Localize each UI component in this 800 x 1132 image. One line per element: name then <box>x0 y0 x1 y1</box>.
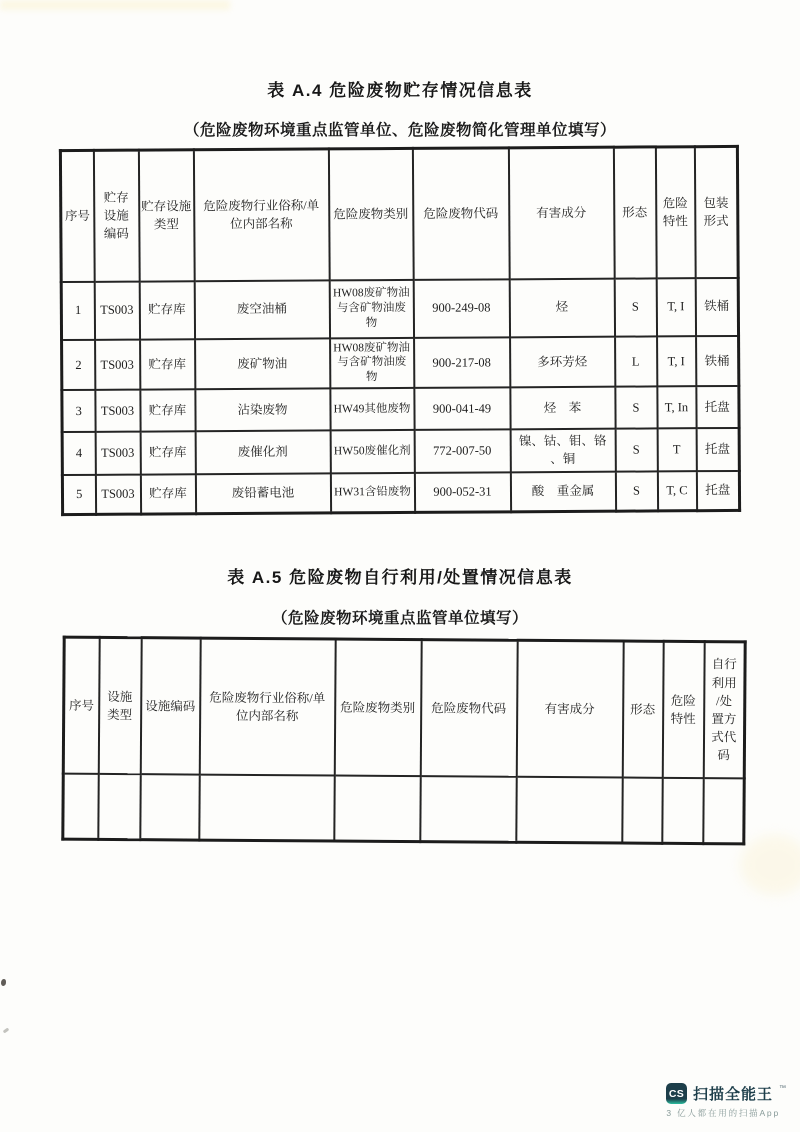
scan-ink-artifact <box>3 1028 10 1034</box>
a4-cell: 铁桶 <box>696 335 739 386</box>
camscanner-logo-text: CS <box>668 1087 685 1100</box>
a4-cell: T <box>657 429 696 471</box>
a4-cell: S <box>615 387 657 429</box>
table-a5-title: 表 A.5 危险废物自行利用/处置情况信息表 <box>227 568 573 587</box>
a4-cell: 贮存库 <box>140 474 195 514</box>
a5-header-facility-code: 设施编码 <box>140 638 200 774</box>
a4-table-row <box>61 277 738 339</box>
a5-header-hazard-property: 危险 特性 <box>662 641 704 777</box>
a4-cell: S <box>614 278 656 336</box>
a4-cell: 托盘 <box>696 386 739 428</box>
a4-table-row <box>62 386 739 432</box>
a4-cell: T, I <box>657 336 696 387</box>
a5-header-waste-code: 危险废物代码 <box>420 640 517 777</box>
a4-cell: S <box>615 429 657 472</box>
a4-cell: L <box>615 336 657 387</box>
a4-cell: 烃 <box>509 278 614 337</box>
a5-cell <box>63 773 98 839</box>
camscanner-watermark-row <box>666 1083 786 1104</box>
a4-cell: 烃 苯 <box>510 387 615 430</box>
a4-table-row <box>62 428 739 474</box>
a4-header-form: 形态 <box>613 147 656 278</box>
a4-cell: TS003 <box>95 390 140 432</box>
a4-cell: 托盘 <box>696 470 739 510</box>
a4-cell: 900-052-31 <box>414 472 510 513</box>
a5-header-disposal-method-code: 自行 利用 /处 置方 式代 码 <box>703 642 745 778</box>
a4-cell: 托盘 <box>696 428 739 471</box>
a4-cell: 900-217-08 <box>414 337 510 388</box>
a5-cell <box>199 774 334 841</box>
a5-header-seq: 序号 <box>63 637 99 773</box>
a5-cell <box>622 777 662 843</box>
a5-header-form: 形态 <box>622 641 663 777</box>
scan-tint-artifact <box>740 835 800 895</box>
a4-header-harmful-component: 有害成分 <box>508 147 614 279</box>
a4-cell: 废铅蓄电池 <box>195 473 330 514</box>
a4-cell: 废空油桶 <box>194 280 329 339</box>
a4-cell: 2 <box>62 339 95 390</box>
a4-cell: 贮存库 <box>140 339 195 390</box>
a5-header-waste-category: 危险废物类别 <box>334 639 421 776</box>
a5-cell <box>703 778 744 844</box>
table-a4-storage-info <box>59 145 741 516</box>
table-a5-self-disposal-info <box>61 636 746 846</box>
a4-cell: 镍、钴、钼、铬 、铜 <box>510 429 615 472</box>
camscanner-app-name: 扫描全能王 <box>692 1086 773 1103</box>
a4-cell: 1 <box>61 281 94 339</box>
a4-header-facility-type: 贮存设施 类型 <box>138 150 194 281</box>
a4-cell: TS003 <box>95 474 140 514</box>
a5-cell <box>334 775 420 842</box>
a4-cell: HW08废矿物油 与含矿物油废 物 <box>329 279 413 338</box>
a4-cell: 3 <box>62 390 95 432</box>
a4-cell: 贮存库 <box>140 390 195 432</box>
a5-cell <box>98 773 140 839</box>
a4-cell: 多环芳烃 <box>510 336 615 387</box>
a5-cell <box>140 774 199 840</box>
a4-header-seq: 序号 <box>60 150 94 281</box>
a5-cell <box>420 776 516 843</box>
a4-table-row <box>62 470 739 514</box>
a4-cell: 铁桶 <box>695 277 738 335</box>
a4-cell: T, I <box>656 278 695 336</box>
trademark-symbol: ™ <box>779 1085 786 1092</box>
a4-cell: 废矿物油 <box>195 338 330 390</box>
a4-cell: 贮存库 <box>140 432 195 475</box>
a5-table-row-empty <box>63 773 744 844</box>
a4-cell: T, In <box>657 387 696 429</box>
a4-cell: 废催化剂 <box>195 431 330 474</box>
a4-cell: HW08废矿物油 与含矿物油废 物 <box>330 337 414 388</box>
table-a4-title: 表 A.4 危险废物贮存情况信息表 <box>267 81 533 100</box>
a5-header-harmful-component: 有害成分 <box>516 640 623 777</box>
a4-cell: 772-007-50 <box>414 430 510 473</box>
a4-cell: 贮存库 <box>139 281 194 339</box>
a4-header-common-name: 危险废物行业俗称/单 位内部名称 <box>193 149 329 281</box>
a4-cell: TS003 <box>95 339 140 390</box>
a5-header-row <box>63 637 745 778</box>
a4-cell: 4 <box>62 432 95 474</box>
a4-cell: HW31含铅废物 <box>330 472 414 513</box>
scan-ink-artifact <box>1 979 6 986</box>
scan-tint-artifact <box>0 0 230 10</box>
a4-cell: 5 <box>62 474 95 514</box>
a4-cell: TS003 <box>95 432 140 475</box>
a5-cell <box>516 776 622 843</box>
a4-cell: HW50废催化剂 <box>330 430 414 473</box>
a4-table-row <box>62 335 739 390</box>
a4-cell: S <box>615 471 657 511</box>
a5-header-facility-type: 设施 类型 <box>98 637 141 773</box>
a4-cell: HW49其他废物 <box>330 388 414 431</box>
camscanner-logo-icon <box>666 1083 687 1104</box>
a5-header-common-name: 危险废物行业俗称/单 位内部名称 <box>199 638 335 775</box>
a4-header-row <box>60 146 738 281</box>
camscanner-watermark <box>666 1083 786 1119</box>
a4-header-hazard-property: 危险 特性 <box>655 147 695 278</box>
a4-cell: 酸 重金属 <box>510 471 615 512</box>
a4-cell: 900-041-49 <box>414 388 510 431</box>
a4-header-facility-code: 贮存 设施 编码 <box>93 150 139 281</box>
a4-header-package-type: 包装 形式 <box>694 146 738 277</box>
a4-cell: 沾染废物 <box>195 389 330 432</box>
a4-cell: 900-249-08 <box>413 279 509 338</box>
table-a5-subtitle: （危险废物环境重点监管单位填写） <box>271 610 528 627</box>
table-a4-subtitle: （危险废物环境重点监管单位、危险废物简化管理单位填写） <box>183 122 616 139</box>
a4-header-waste-code: 危险废物代码 <box>412 148 509 280</box>
a5-cell <box>662 777 703 843</box>
camscanner-tagline: 3 亿人都在用的扫描App <box>666 1108 780 1118</box>
a4-cell: T, C <box>657 471 696 511</box>
a4-header-waste-category: 危险废物类别 <box>328 148 413 280</box>
a4-cell: TS003 <box>94 281 139 339</box>
